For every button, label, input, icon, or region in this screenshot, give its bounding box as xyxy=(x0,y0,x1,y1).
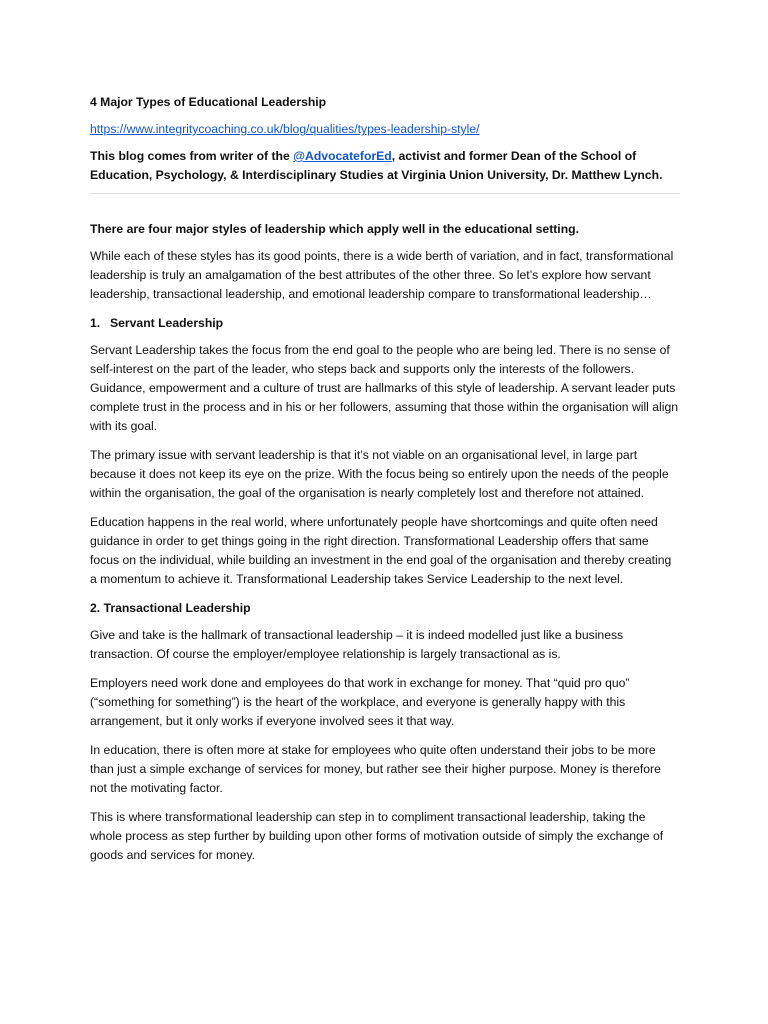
author-handle-link[interactable]: @AdvocateforEd xyxy=(293,149,392,163)
paragraph: The primary issue with servant leadership is that it’s not viable on an organisational level, in large part because it does not keep its eye on the prize. With the focus being so entirely upon the needs of the people within the organisation, the goal of the organisation is nearly completely lost and therefore not attained. xyxy=(90,448,669,500)
section-heading-transactional-leadership xyxy=(90,599,680,618)
paragraph: In education, there is often more at stake for employees who quite often understand their jobs to be more than just a simple exchange of services for money, but rather see their higher purpose. Money is therefore not the motivating factor. xyxy=(90,743,661,795)
opening-paragraph: While each of these styles has its good points, there is a wide berth of variation, and in fact, transformational leadership is truly an amalgamation of the best attributes of the other three. So let’s explore how servant leadership, transactional leadership, and emotional leadership compare to transformational leadership… xyxy=(90,249,674,301)
paragraph: Employers need work done and employees do that work in exchange for money. That “quid pro quo” (“something for something”) is the heart of the workplace, and everyone is generally happy with this arrangement, but it only works if everyone involved sees it that way. xyxy=(90,676,630,728)
document-title: 4 Major Types of Educational Leadership xyxy=(90,95,327,109)
source-url-link[interactable]: https://www.integritycoaching.co.uk/blog/qualities/types-leadership-style/ xyxy=(90,122,480,136)
document-page xyxy=(90,93,680,875)
lead-sentence: There are four major styles of leadership which apply well in the educational setting. xyxy=(90,222,579,236)
author-intro-prefix: This blog comes from writer of the xyxy=(90,149,294,163)
author-intro xyxy=(90,147,680,185)
author-intro-suffix: , activist and former Dean of the School of Education, Psychology, & Interdisciplinary Studies at Virginia Union University, Dr. Matthew Lynch. xyxy=(90,149,663,182)
paragraph: This is where transformational leadership can step in to compliment transactional leadership, taking the whole process as step further by building upon other forms of motivation outside of simply the exchange of goods and services for money. xyxy=(90,810,664,862)
paragraph: Give and take is the hallmark of transactional leadership – it is indeed modelled just like a business transaction. Of course the employer/employee relationship is largely transactional as is. xyxy=(90,628,624,661)
section-heading-servant-leadership xyxy=(90,314,680,333)
section-divider xyxy=(90,193,680,194)
section-number: 2. xyxy=(90,601,101,615)
paragraph: Servant Leadership takes the focus from the end goal to the people who are being led. There is no sense of self-interest on the part of the leader, who steps back and supports only the interests of the followers. Guidance, empowerment and a culture of trust are hallmarks of this style of leadership. A servant leader puts complete trust in the process and in his or her followers, assuming that those within the organisation will align with its goal. xyxy=(90,343,679,433)
section-heading-text: Transactional Leadership xyxy=(103,601,251,615)
section-number: 1. xyxy=(90,316,101,330)
paragraph: Education happens in the real world, where unfortunately people have shortcomings and quite often need guidance in order to get things going in the right direction. Transformational Leadership offers that same focus on the individual, while building an investment in the end goal of the organisation and thereby creating a momentum to achieve it. Transformational Leadership takes Service Leadership to the next level. xyxy=(90,515,672,586)
section-heading-text: Servant Leadership xyxy=(110,316,224,330)
